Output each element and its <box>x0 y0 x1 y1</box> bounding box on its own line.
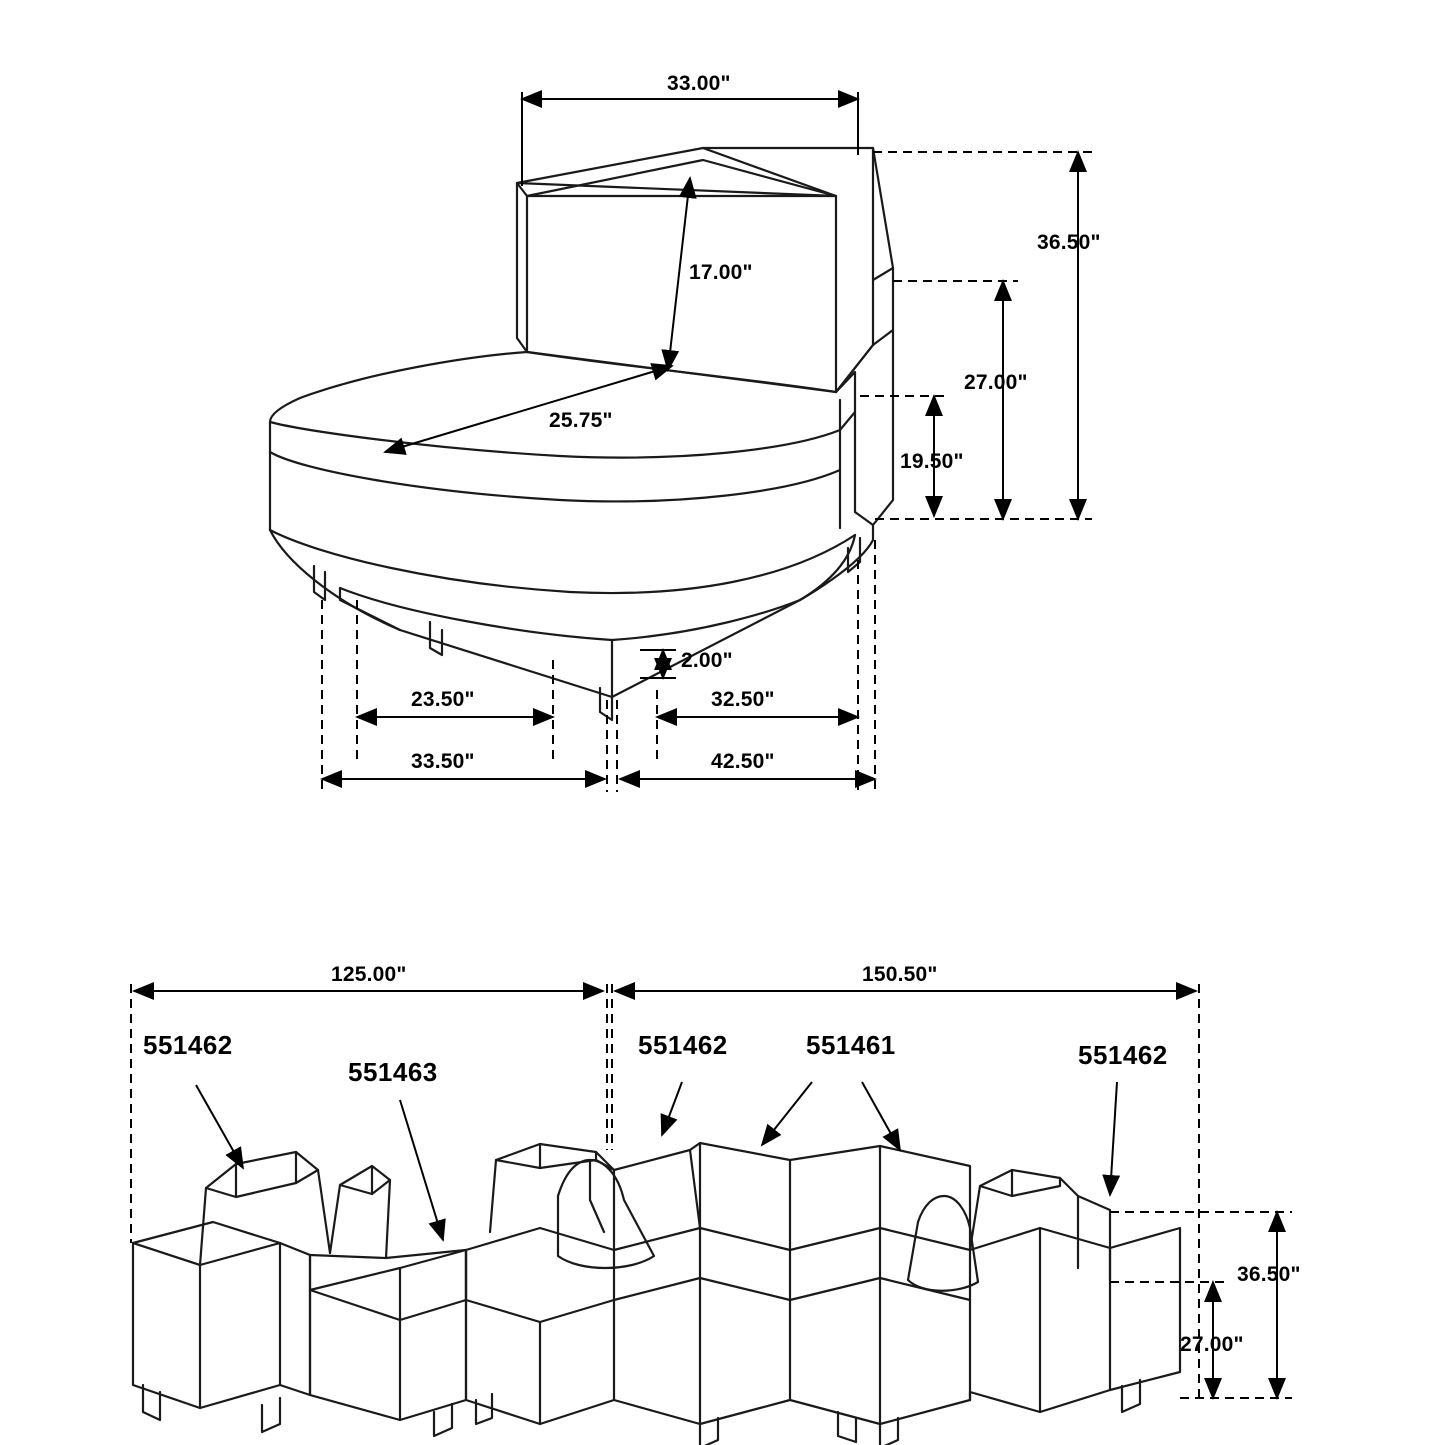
dim-leg-height: 2.00" <box>681 649 733 672</box>
dim-outer-right-width: 42.50" <box>711 750 775 773</box>
dim-outer-left-width: 33.50" <box>411 750 475 773</box>
callout-center-module-sku: 551461 <box>806 1030 896 1060</box>
dim-seat-back-height-bottom: 27.00" <box>1180 1333 1244 1356</box>
dim-left-section-width: 125.00" <box>331 963 407 986</box>
dim-inner-right-width: 32.50" <box>711 688 775 711</box>
dim-back-cushion-height: 17.00" <box>689 261 753 284</box>
callout-right-armless-sku: 551462 <box>1078 1040 1168 1070</box>
dim-seat-depth: 25.75" <box>549 409 613 432</box>
dim-backrest-width: 33.00" <box>667 72 731 95</box>
callout-left-corner-sku: 551463 <box>348 1057 438 1087</box>
dim-seat-back-height-top: 27.00" <box>964 371 1028 394</box>
dim-seat-height: 19.50" <box>900 450 964 473</box>
dim-overall-height-bottom: 36.50" <box>1237 1263 1301 1286</box>
dim-overall-height-top: 36.50" <box>1037 231 1101 254</box>
dim-right-section-width: 150.50" <box>862 963 938 986</box>
callout-mid-armless-sku: 551462 <box>638 1030 728 1060</box>
dim-inner-left-width: 23.50" <box>411 688 475 711</box>
callout-left-armless-sku: 551462 <box>143 1030 233 1060</box>
